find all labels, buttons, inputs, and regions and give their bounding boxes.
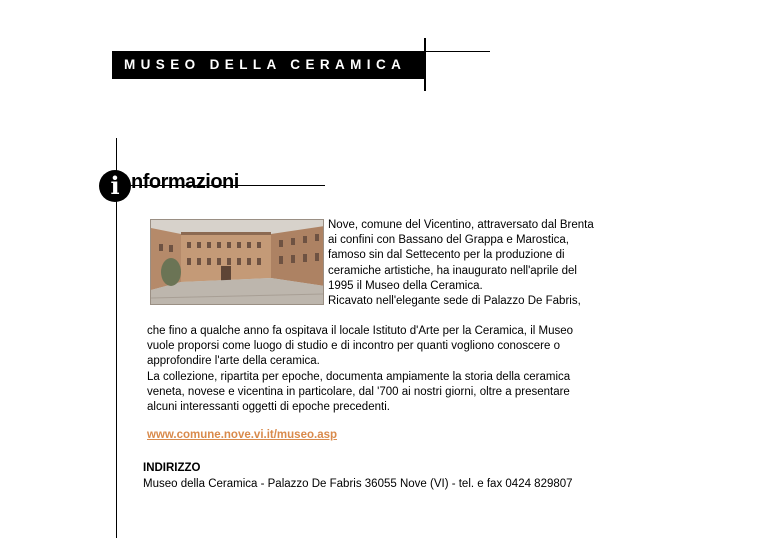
intro-paragraph: Nove, comune del Vicentino, attraversato dal Brenta ai confini con Bassano del Grappa e Marostica, famoso sin dal Settecento per la produzione di ceramiche artistiche, ha inaugurato nell'aprile del 1995 il Museo della Ceramica. Ricavato nell'elegante sede di Palazzo De Fabris, [328,219,594,308]
address-heading: INDIRIZZO [143,462,201,474]
address-text: Museo della Ceramica - Palazzo De Fabris 36055 Nove (VI) - tel. e fax 0424 829807 [143,478,573,490]
body-paragraph: che fino a qualche anno fa ospitava il locale Istituto d'Arte per la Ceramica, il Museo vuole proporsi come luogo di studio e di incontro per quanti vogliono conoscere o approfondire l'arte della ceramica. La collezione, ripartita per epoche, documenta ampiamente la storia della ceramica veneta, novese e vicentina in particolare, dal '700 ai nostri giorni, oltre a presentare alcuni interessanti oggetti di epoche precedenti. [147,325,574,414]
section-heading: nformazioni [131,171,239,193]
info-icon: i [99,170,131,202]
banner-vertical-rule [424,38,426,91]
banner-horizontal-rule [424,51,490,52]
museum-courtyard-photo [150,219,324,305]
site-title-banner: MUSEO DELLA CERAMICA [112,51,424,79]
museum-website-link[interactable]: www.comune.nove.vi.it/museo.asp [147,429,338,441]
